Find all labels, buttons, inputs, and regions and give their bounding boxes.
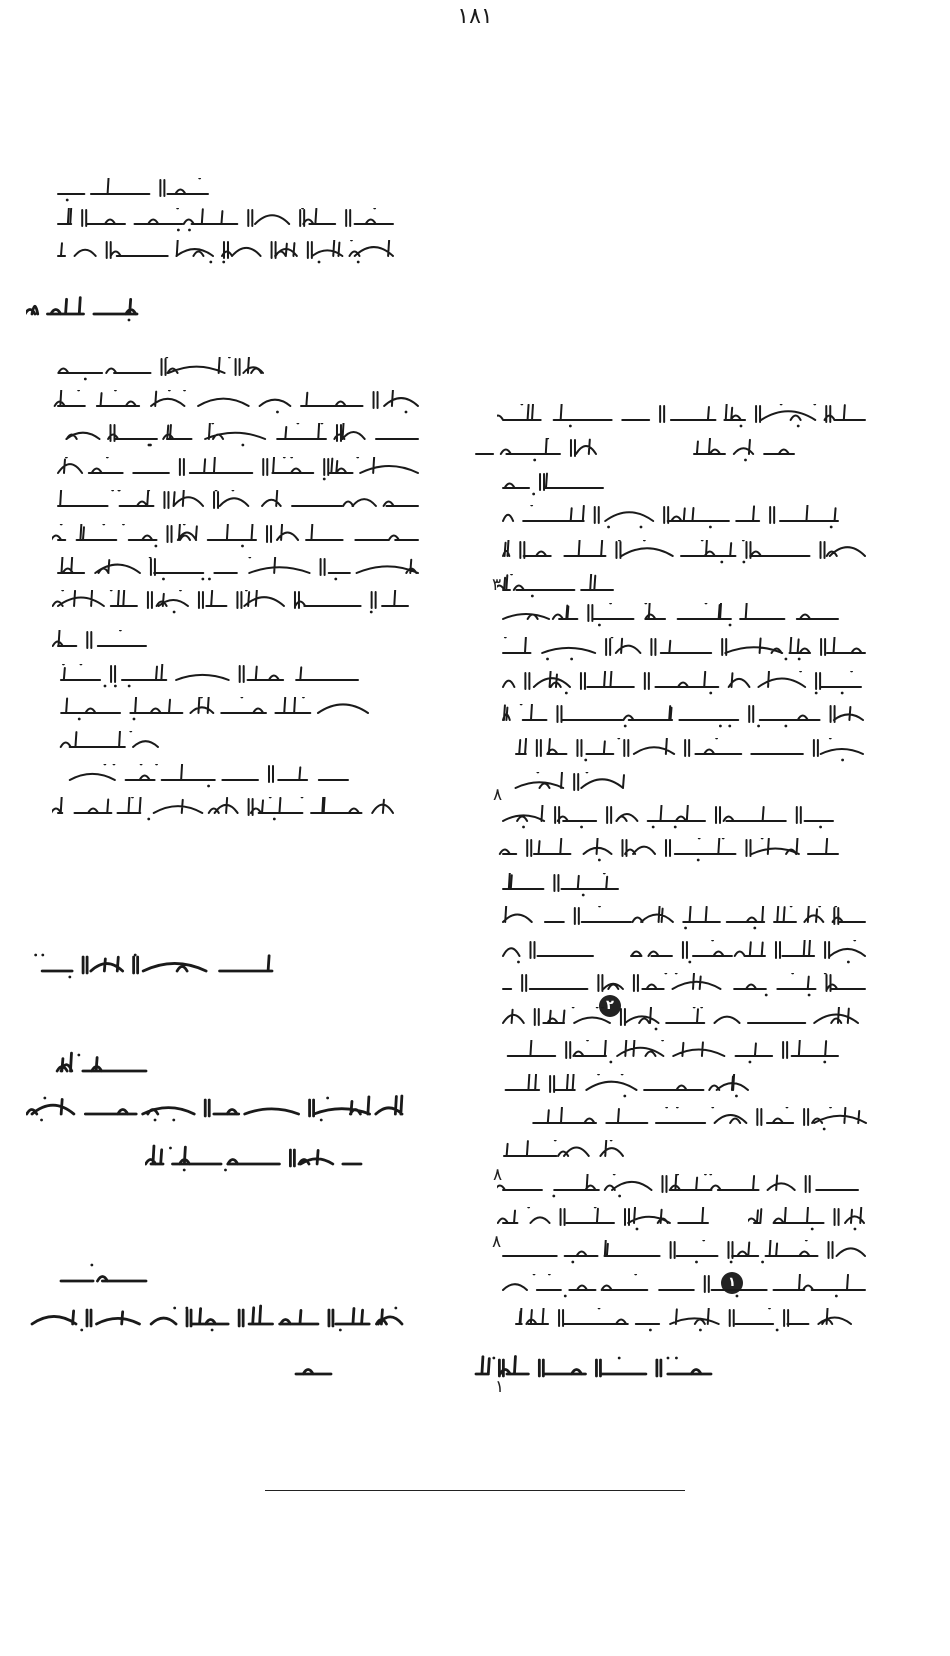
script-line — [688, 438, 798, 474]
script-line — [497, 472, 607, 508]
script-line — [52, 524, 422, 560]
script-line — [497, 973, 869, 1009]
script-line — [52, 357, 267, 393]
script-line — [497, 906, 869, 942]
script-line — [52, 490, 422, 526]
script-line — [52, 764, 352, 800]
section-heading — [470, 1348, 715, 1394]
script-line — [52, 208, 397, 244]
footnote-marker: ۱ — [721, 1272, 743, 1294]
script-line — [497, 540, 869, 576]
script-line — [497, 671, 865, 707]
section-heading — [55, 1045, 150, 1091]
script-line — [497, 838, 842, 874]
verse-number: ۸ — [493, 1165, 503, 1185]
section-heading — [26, 945, 276, 991]
script-line — [497, 404, 869, 440]
footnote-rule — [265, 1490, 685, 1491]
script-line — [497, 1007, 862, 1043]
script-line — [497, 772, 627, 808]
section-heading — [26, 290, 141, 334]
verse-number: ۱ — [495, 1377, 505, 1397]
section-heading — [290, 1348, 335, 1394]
script-line — [497, 1240, 869, 1276]
script-line — [510, 738, 867, 774]
script-line — [52, 697, 372, 733]
script-line — [52, 557, 422, 593]
script-line — [497, 1040, 842, 1076]
script-line — [497, 1174, 862, 1210]
verse-number: ۸ — [492, 1232, 502, 1252]
script-line — [52, 390, 422, 426]
footnote-marker: ۲ — [599, 995, 621, 1017]
script-line — [497, 1140, 627, 1176]
script-line — [497, 505, 842, 541]
script-line — [497, 1274, 869, 1310]
script-line — [52, 731, 162, 767]
script-line — [52, 457, 422, 493]
script-line — [52, 240, 397, 276]
section-heading — [55, 1255, 150, 1301]
verse-number: ۸ — [493, 785, 503, 805]
script-line — [625, 940, 869, 976]
script-line — [497, 805, 837, 841]
section-heading — [26, 1088, 406, 1134]
script-line — [52, 423, 422, 459]
script-line — [497, 940, 597, 976]
script-line — [497, 704, 867, 740]
page-number: ۱۸۱ — [457, 4, 493, 29]
script-line — [52, 797, 397, 833]
section-heading — [26, 1298, 406, 1344]
section-heading — [145, 1138, 365, 1184]
script-line — [497, 873, 622, 909]
script-line — [497, 603, 842, 639]
script-line — [52, 630, 150, 666]
script-line — [52, 590, 412, 626]
verse-number: ۳ — [492, 575, 502, 595]
script-line — [510, 1308, 855, 1344]
script-line — [497, 1074, 752, 1110]
script-line — [52, 664, 362, 700]
script-line — [748, 1207, 868, 1243]
script-line — [510, 1107, 870, 1143]
script-line — [470, 438, 600, 474]
script-line — [497, 1207, 712, 1243]
script-line — [497, 637, 869, 673]
